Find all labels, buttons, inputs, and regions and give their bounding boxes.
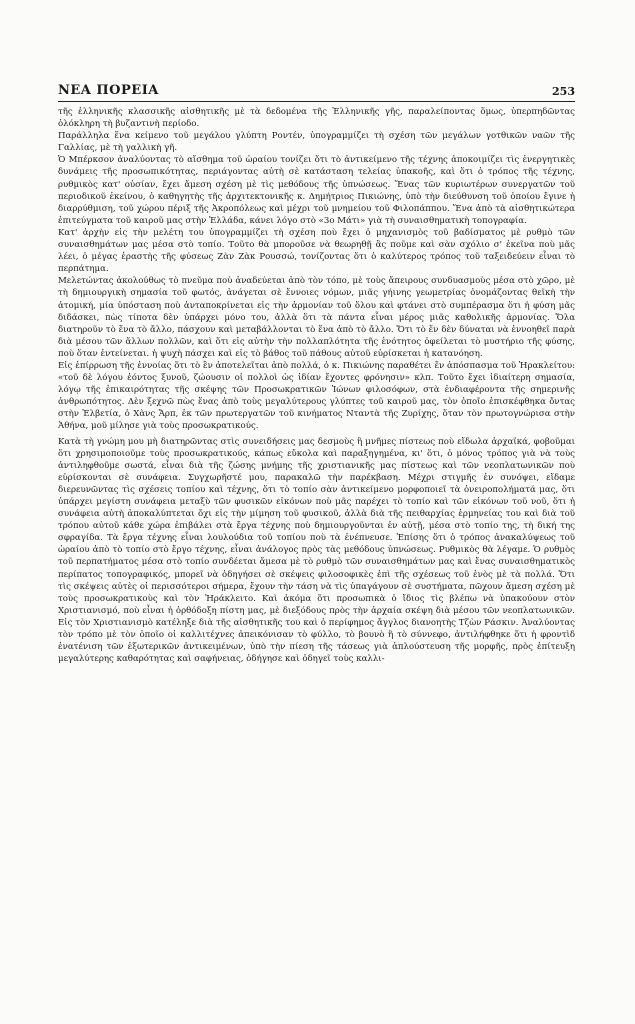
journal-title: ΝΕΑ ΠΟΡΕΙΑ [58,83,159,98]
paragraph: Εἰς ἐπίρρωση τῆς ἐννοίας ὅτι τὸ ἓν ἀποτελεῖται ἀπὸ πολλά, ὁ κ. Πικιώνης παραθέτει ἕν ἀπόσπασμα τοῦ Ἡρακλείτου: «τοῦ δὲ λόγου ἐόντος ξυνοῦ, ζώουσιν οἱ πολλοὶ ὡς ἰδίαν ἔχοντες φρόνησιν» κλπ. Τοῦτο ἔχει ἰδιαίτερη σημασία, λόγῳ τῆς ἐπικαιρότητας τῆς σκέψης τῶν Προσωκρατικῶν Ἰώνων φιλοσόφων, στὰ ἐνδιαφέροντα τῆς σημερινῆς ἀνθρωπότητος. Δὲν ξεχνῶ πὼς ἕνας ἀπὸ τοὺς μεγαλύτερους γλύπτες τοῦ καιροῦ μας, τὸν ὁποῖο ἐπισκέφθηκα ὄντας στὴν Ἑλβετία, ὁ Χὰνς Ἄρπ, ἐκ τῶν πρωτεργατῶν τοῦ κινήματος Νταντὰ τῆς Ζυρίχης, ὅταν τὸν πρωτογνώρισα στὴν Ἀθήνα, μοῦ μίλησε γιὰ τοὺς προσωκρατικούς. [58,360,575,432]
page-number: 253 [552,85,575,98]
paragraph: Κατ' ἀρχὴν εἰς τὴν μελέτη του ὑπογραμμίζει τὴ σχέση ποὺ ἔχει ὁ μηχανισμὸς τοῦ βαδίσματος μὲ ρυθμὸ τῶν συναισθημάτων μας μέσα στὸ τοπίο. Τοῦτο θὰ μποροῦσε νὰ θεωρηθῇ ἂς ποῦμε καὶ σὰν σχόλιο σ' ἐκεῖνα ποὺ μᾶς λέει, ὁ μέγας ἐραστὴς τῆς φύσεως Ζὰν Ζὰκ Ρουσσώ, τονίζοντας ὅτι ὁ καλύτερος τρόπος τοῦ ταξειδεύειν εἶναι τὸ περπάτημα. [58,227,575,275]
paragraph: Παράλληλα ἕνα κείμενο τοῦ μεγάλου γλύπτη Ροντέν, ὑπογραμμίζει τὴ σχέση τῶν μεγάλων γοτθικῶν ναῶν τῆς Γαλλίας, μὲ τὴ γαλλικὴ γῆ. [58,131,575,154]
paragraph: Μελετώντας ἀκολούθως τὸ πνεῦμα ποὺ ἀναδεύεται ἀπὸ τὸν τόπο, μὲ τοὺς ἄπειρους συνδυασμοὺς μέσα στὸ χῶρο, μὲ τὴ δημιουργικὴ σημασία τοῦ φωτός, ἀνάγεται σὲ ἔννοιες νόμων, μιᾶς γήινης γεωμετρίας ὀνομάζοντας θεϊκὴ τὴν ἀτομική, μία ὑπόσταση ποὺ ἀνταποκρίνεται εἰς τὴν ἁρμονίαν τοῦ ὅλου καὶ φτάνει στὸ συμπέρασμα ὅτι ἡ φύση μᾶς διδάσκει, πὼς τίποτα δὲν ὑπάρχει μόνο του, ἀλλὰ ὅτι τὰ πάντα εἶναι μέρος μιᾶς καθολικῆς ἁρμονίας. Ὅλα διατηροῦν τὸ ἕνα τὸ ἄλλο, πάσχουν καὶ μεταβάλλονται τὸ ἕνα ἀπὸ τὸ ἄλλο. Ὅτι τὸ ἕν δὲν δύναται νὰ ἐννοηθεῖ παρὰ διὰ μέσου τῶν ἄλλων πολλῶν, καὶ ὅτι εἰς αὐτὴν τὴν πολλαπλότητα τῆς ἑνότητος ὀφείλεται τὸ μυστήριο τῆς φύσης, ποὺ ὅταν ἐντείνεται. ἡ ψυχὴ πάσχει καὶ εἰς τὸ βάθος τοῦ πάθους αὐτοῦ εὑρίσκεται ἡ κατανόηση. [58,276,575,359]
running-header [58,78,575,98]
paragraph: Κατὰ τὴ γνώμη μου μὴ διατηρῶντας στὶς συνειδήσεις μας δεσμοὺς ἢ μνῆμες πίστεως ποὺ εἴδωλα ἀρχαϊκά, φοβοῦμαι ὅτι χρησιμοποιοῦμε τοὺς προσωκρατικούς, κάπως εὔκολα καὶ παραξηγημένα, κι' ὅτι, ὁ μόνος τρόπος γιὰ νὰ τοὺς ἀντιληφθοῦμε σωστά, εἶναι διὰ τῆς ζώσης μνήμης τῆς χριστιανικῆς μας πίστεως καὶ τῶν νεοπλατωνικῶν ποὺ εὑρίσκονται σὲ συνάφεια. Συγχωρῆστέ μου, παρακαλῶ τὴν παρέκβαση. Μέχρι στιγμῆς ἐν συνόψει, εἴδαμε διερευνῶντας τὶς σχέσεις τοπίου καὶ τέχνης, ὅτι τὸ τοπίο σὰν ἀντικείμενο μορφοποιεῖ τὰ ὀνειροπολήματά μας, ὅτι ὑπάρχει μεγίστη συνάφεια μεταξὺ τῶν φυσικῶν εἰκόνων ποὺ μᾶς παρέχει τὸ τοπίο καὶ τῶν εἰκόνων τοῦ νοῦ, ὅτι ἡ συνάφεια αὐτὴ ἀποκαλύπτεται ὄχι εἰς τὴν μίμηση τοῦ φυσικοῦ, ἀλλὰ διὰ τῆς πειθαρχίας ἑρμηνείας του καὶ διὰ τοῦ τρόπου αὐτοῦ κάθε χώρα ἐπιβάλει στὰ ἔργα τέχνης ποὺ δημιουργοῦνται ἐν αὐτῇ, μέσα στὸ τοπίο της, τὴ δική της σφραγίδα. Τὰ ἔργα τέχνης εἶναι λουλούδια τοῦ τοπίου ποὺ τὰ ἐνέπνευσε. Ἐπίσης ὅτι ὁ τρόπος ἀνακαλύψεως τοῦ ὡραίου ἀπὸ τὸ τοπίο στὸ ἔργο τέχνης, εἶναι ἀνάλογος πρὸς τὰς μεθόδους ὑπνώσεως. Ρυθμικὸς θὰ λέγαμε. Ὁ ρυθμὸς τοῦ περπατήματος μέσα στὸ τοπίο συνδέεται ἄμεσα μὲ τὸ ρυθμὸ τῶν συναισθημάτων μας καὶ ἔνας συναισθηματικὸς περίπατος τοπογραφικός, μπορεῖ νὰ ὁδηγήσει σὲ σκέψεις φιλοσοφικὲς ἐπὶ τῆς σχέσεως τοῦ ἑνὸς μὲ τὰ πολλά. Ὅτι τὶς σκέψεις αὐτὲς οἱ περισσότεροι σήμερα, ἔχουν τὴν τάση νὰ τὶς ὑπαγάγουν σὲ συστήματα, πῶχουν ἄμεση σχέση μὲ τοὺς προσωκρατικοὺς καὶ τὸν Ἡράκλειτο. Καὶ ἀκόμα ὅτι προσωπικὰ ὁ ἴδιος τὶς βλέπω νὰ ὑπακούουν στὸν Χριστιανισμό, ποὺ εἶναι ἡ ὀρθόδοξη πίστη μας, μὲ διεξόδους πρὸς τὴν ἀρχαία σκέψη διὰ μέσου τῶν νεοπλατωνικῶν. Εἰς τὸν Χριστιανισμὸ κατέληξε διὰ τῆς αἰσθητικῆς του καὶ ὁ περίφημος ἄγγλος διανοητὴς Τζὼν Ράσκιν. Ἀναλύοντας τὸν τρόπο μὲ τὸν ὁποῖο οἱ καλλιτέχνες ἀπεικόνισαν τὸ φύλλο, τὸ βουνὸ ἢ τὸ σύννεφο, ἀντιλήφθηκε ὅτι ἡ φροντὶδ ἐνατένιση τῶν ἐξωτερικῶν ἀντικειμένων, ὑπὸ τὴν πίεση τῆς τάσεως γιὰ ἁπλούστευση τῆς μορφῆς, πρὸς ἐπίτευξη μεγαλύτερης καθαρότητας καὶ σαφήνειας, ὁδήγησε καὶ ὁδηγεῖ τοὺς καλλι- [58,436,575,665]
header-rule [58,101,575,102]
paragraph: τῆς ἑλληνικῆς κλασσικῆς αἰσθητικῆς μὲ τὰ δεδομένα τῆς Ἑλληνικῆς γῆς, παραλείποντας ὅμως, ὑπερπηδῶντας ὁλόκληρη τὴ βυζαντινὴ περίοδο. [58,107,575,130]
paragraph: Ὁ Μπέρκσον ἀναλύοντας τὸ αἴσθημα τοῦ ὡραίου τονίζει ὅτι τὸ ἀντικείμενο τῆς τέχνης ἀποκοιμίζει τὶς ἐνεργητικὲς δυνάμεις τῆς προσωπικότητας, περιάγοντας αὐτὴ σὲ κατάσταση τελείας ὑπακοῆς, καὶ ὅτι ὁ τρόπος τῆς τέχνης, ρυθμικὸς κατ' οὐσίαν, ἔχει ἄμεση σχέση μὲ τὶς μεθόδους τῆς ὑπνώσεως. Ἕνας τῶν κυριωτέρων συνεργατῶν τοῦ περιοδικοῦ ἐκείνου, ὁ καθηγητὴς τῆς ἀρχιτεκτονικῆς κ. Δημήτριος Πικιώνης, ὑπὸ τὴν διεύθυνση τοῦ ὁποίου ἔγινε ἡ διαρρύθμιση, τοῦ χώρου πέριξ τῆς Ἀκροπόλεως καὶ μέχρι τοῦ μνημείου τοῦ Φιλοπάππου. Ἕνα ἀπὸ τὰ αἰσθητικώτερα ἐπιτεύγματα τοῦ καιροῦ μας στὴν Ἑλλάδα, κάνει λόγο στὸ «3ο Μάτι» γιὰ τὴ συναισθηματικὴ τοπογραφία. [58,155,575,226]
article-body [58,106,575,665]
